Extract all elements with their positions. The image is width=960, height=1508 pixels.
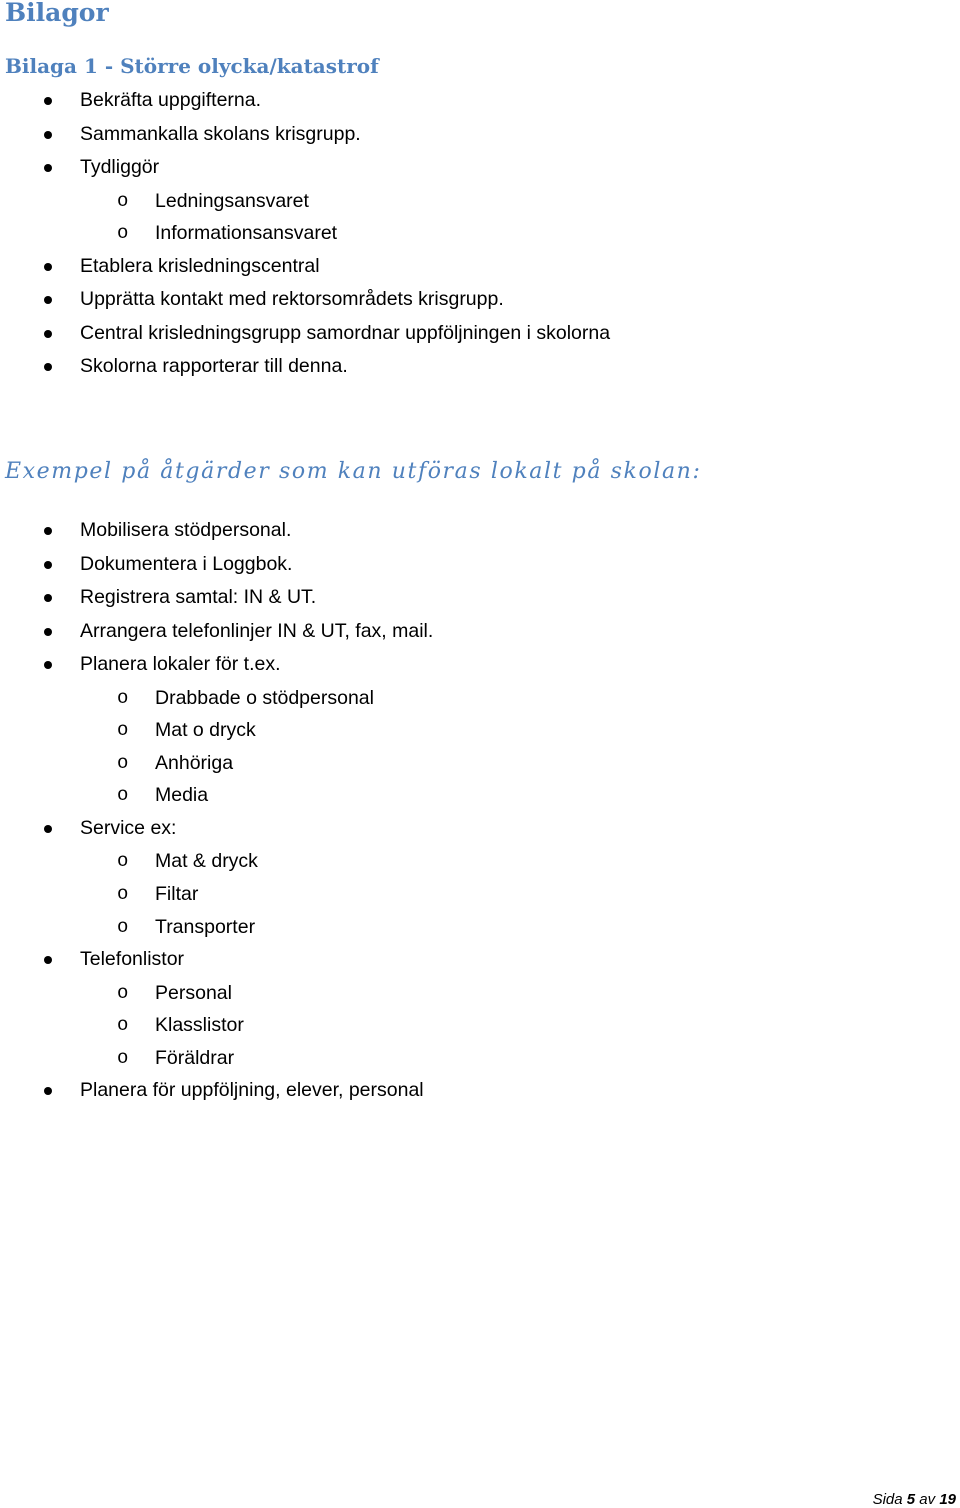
sub-list-item: o Drabbade o stödpersonal [0, 682, 433, 715]
sub-list-item: o Personal [0, 977, 433, 1010]
sub-list-item: o Ledningsansvaret [0, 185, 610, 218]
list-item: Upprätta kontakt med rektorsområdets krisgrupp. [0, 283, 610, 317]
list-item: Planera för uppföljning, elever, personal [0, 1074, 433, 1108]
sub-list-item: o Informationsansvaret [0, 217, 610, 250]
list-item-label: Tydliggör [80, 156, 160, 178]
sub-list [0, 845, 433, 943]
list-item: Dokumentera i Loggbok. [0, 548, 433, 582]
list-item: Bekräfta uppgifterna. [0, 84, 610, 118]
sub-list-item: o Filtar [0, 878, 433, 911]
example-list [0, 514, 433, 1108]
sub-list [0, 185, 610, 250]
footer-page-number: 5 [906, 1491, 916, 1508]
sub-list [0, 977, 433, 1075]
page-footer [873, 1491, 956, 1508]
list-item: Registrera samtal: IN & UT. [0, 581, 433, 615]
footer-of: av [919, 1491, 936, 1508]
example-heading: Exempel på åtgärder som kan utföras lokalt på skolan: [5, 459, 702, 484]
list-item [0, 151, 610, 250]
action-list [0, 84, 610, 384]
footer-prefix: Sida [872, 1491, 903, 1508]
list-item: Arrangera telefonlinjer IN & UT, fax, mail. [0, 615, 433, 649]
page-title: Bilagor [5, 0, 109, 27]
sub-list-item: o Klasslistor [0, 1009, 433, 1042]
footer-total-pages: 19 [939, 1491, 956, 1508]
sub-list-item: o Föräldrar [0, 1042, 433, 1075]
list-item: Central krisledningsgrupp samordnar uppföljningen i skolorna [0, 317, 610, 351]
sub-list [0, 682, 433, 812]
section-title: Bilaga 1 - Större olycka/katastrof [5, 54, 379, 78]
list-item: Skolorna rapporterar till denna. [0, 350, 610, 384]
list-item-label: Telefonlistor [80, 948, 185, 971]
sub-list-item: o Transporter [0, 911, 433, 944]
sub-list-item: o Media [0, 779, 433, 812]
list-item [0, 648, 433, 812]
list-item [0, 943, 433, 1074]
list-item: Mobilisera stödpersonal. [0, 514, 433, 548]
sub-list-item: o Mat & dryck [0, 845, 433, 878]
list-item-label: Planera lokaler för t.ex. [80, 653, 281, 675]
list-item [0, 812, 433, 943]
list-item: Etablera krisledningscentral [0, 250, 610, 284]
sub-list-item: o Anhöriga [0, 747, 433, 780]
list-item: Sammankalla skolans krisgrupp. [0, 118, 610, 152]
list-item-label: Service ex: [80, 816, 177, 839]
sub-list-item: o Mat o dryck [0, 714, 433, 747]
